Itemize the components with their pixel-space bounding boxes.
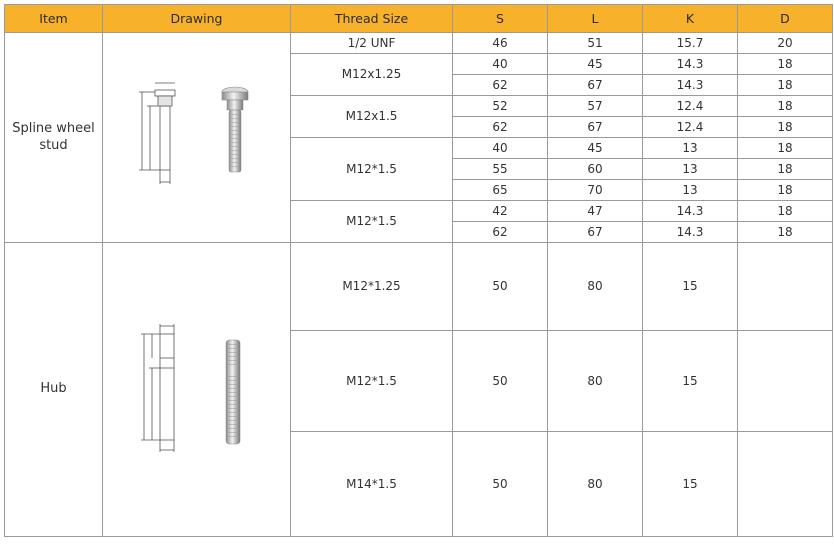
header-l: L — [548, 5, 643, 33]
header-s: S — [453, 5, 548, 33]
s-cell: 55 — [453, 159, 548, 180]
d-cell: 18 — [738, 159, 833, 180]
s-cell: 42 — [453, 201, 548, 222]
table-row — [5, 243, 833, 331]
s-cell: 50 — [453, 331, 548, 432]
header-drawing: Drawing — [103, 5, 291, 33]
header-thread-size: Thread Size — [291, 5, 453, 33]
s-cell: 40 — [453, 138, 548, 159]
item-hub: Hub — [5, 243, 103, 537]
thread-size-cell: M12x1.25 — [291, 54, 453, 96]
k-cell: 14.3 — [643, 222, 738, 243]
hub-stud-drawing-image — [122, 320, 272, 460]
thread-size-cell: M12x1.5 — [291, 96, 453, 138]
thread-size-cell: M14*1.5 — [291, 432, 453, 537]
k-cell: 15 — [643, 243, 738, 331]
d-cell: 18 — [738, 138, 833, 159]
k-cell: 14.3 — [643, 54, 738, 75]
k-cell: 13 — [643, 138, 738, 159]
hub-stud-drawing — [103, 243, 291, 537]
header-item: Item — [5, 5, 103, 33]
l-cell: 80 — [548, 432, 643, 537]
thread-size-cell: M12*1.5 — [291, 138, 453, 201]
s-cell: 65 — [453, 180, 548, 201]
d-cell — [738, 243, 833, 331]
k-cell: 12.4 — [643, 117, 738, 138]
d-cell — [738, 432, 833, 537]
k-cell: 14.3 — [643, 201, 738, 222]
thread-size-cell: 1/2 UNF — [291, 33, 453, 54]
s-cell: 50 — [453, 243, 548, 331]
l-cell: 47 — [548, 201, 643, 222]
table-row — [5, 33, 833, 54]
s-cell: 62 — [453, 222, 548, 243]
s-cell: 62 — [453, 117, 548, 138]
s-cell: 62 — [453, 75, 548, 96]
item-spline-wheel-stud: Spline wheel stud — [5, 33, 103, 243]
d-cell: 18 — [738, 75, 833, 96]
l-cell: 45 — [548, 54, 643, 75]
d-cell: 18 — [738, 117, 833, 138]
l-cell: 57 — [548, 96, 643, 117]
l-cell: 70 — [548, 180, 643, 201]
d-cell: 18 — [738, 180, 833, 201]
header-k: K — [643, 5, 738, 33]
thread-size-cell: M12*1.5 — [291, 201, 453, 243]
k-cell: 15 — [643, 432, 738, 537]
s-cell: 52 — [453, 96, 548, 117]
l-cell: 80 — [548, 243, 643, 331]
thread-size-cell: M12*1.25 — [291, 243, 453, 331]
spline-stud-drawing-image — [122, 78, 272, 198]
k-cell: 13 — [643, 180, 738, 201]
d-cell: 18 — [738, 96, 833, 117]
l-cell: 67 — [548, 75, 643, 96]
s-cell: 46 — [453, 33, 548, 54]
d-cell: 18 — [738, 54, 833, 75]
k-cell: 15 — [643, 331, 738, 432]
header-row — [5, 5, 833, 33]
l-cell: 80 — [548, 331, 643, 432]
spline-stud-drawing — [103, 33, 291, 243]
k-cell: 15.7 — [643, 33, 738, 54]
k-cell: 14.3 — [643, 75, 738, 96]
l-cell: 67 — [548, 117, 643, 138]
k-cell: 12.4 — [643, 96, 738, 117]
d-cell: 18 — [738, 201, 833, 222]
thread-size-cell: M12*1.5 — [291, 331, 453, 432]
d-cell: 18 — [738, 222, 833, 243]
s-cell: 40 — [453, 54, 548, 75]
s-cell: 50 — [453, 432, 548, 537]
d-cell — [738, 331, 833, 432]
l-cell: 51 — [548, 33, 643, 54]
l-cell: 67 — [548, 222, 643, 243]
d-cell: 20 — [738, 33, 833, 54]
wheel-stud-spec-table — [4, 4, 833, 537]
l-cell: 60 — [548, 159, 643, 180]
header-d: D — [738, 5, 833, 33]
k-cell: 13 — [643, 159, 738, 180]
l-cell: 45 — [548, 138, 643, 159]
